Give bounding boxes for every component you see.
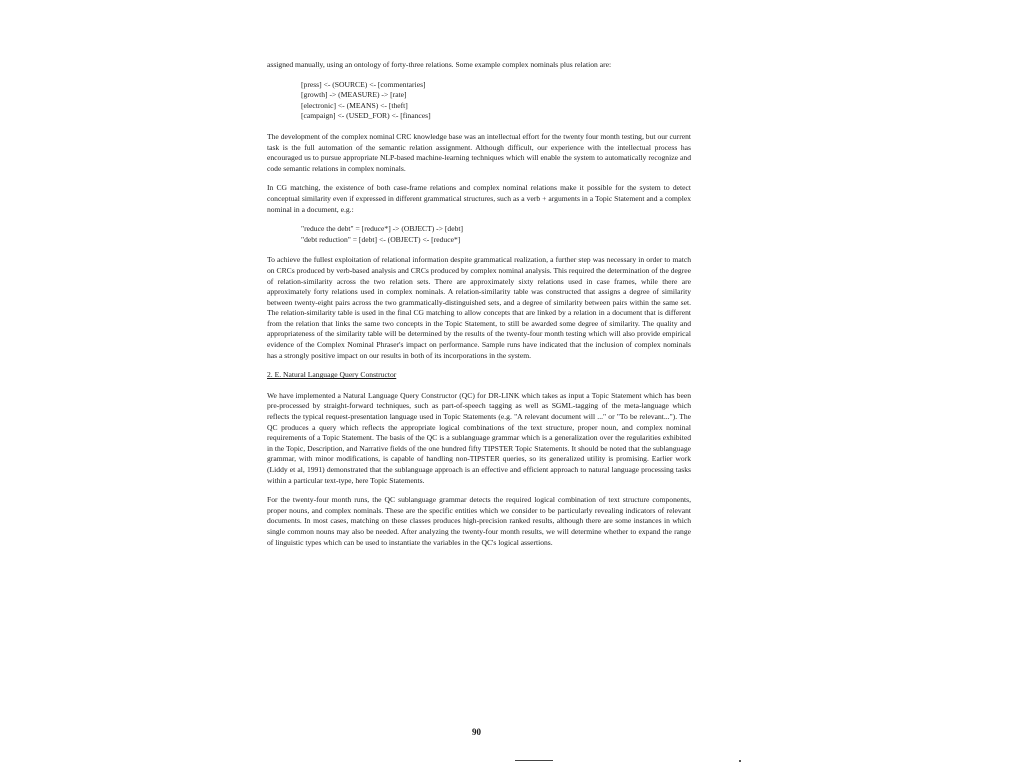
example-line: "reduce the debt" = [reduce*] -> (OBJECT) -> [debt] — [301, 224, 464, 234]
document-page — [267, 60, 691, 557]
intro-line: assigned manually, using an ontology of forty-three relations. Some example complex nominals plus relation are: — [267, 60, 612, 69]
paragraph-crc-development: The development of the complex nominal CRC knowledge base was an intellectual effort for the twenty four month testing, but our current task is the full automation of the semantic relation assignment. Although difficult, our experience with the intellectual process has encouraged us to pursue appropriate NLP-based machine-learning techniques which will enable the system to automatically recognize and code semantic relations in complex nominals. — [267, 131, 691, 173]
example-line: [electronic] <- (MEANS) <- [theft] — [301, 100, 408, 110]
page-number: 90 — [472, 727, 481, 737]
footer-rule — [515, 760, 553, 761]
paragraph-query-constructor: We have implemented a Natural Language Query Constructor (QC) for DR-LINK which takes as input a Topic Statement which has been pre-processed by straight-forward techniques, such as part-of-speech tagging as well as SGML-tagging of the meta-language which reflects the typical request-presentation language used in Topic Statements (e.g. "A relevant document will ..." or "To be relevant..."). The QC produces a query which reflects the appropriate logical combinations of the text structure, proper noun, and complex nominal requirements of a Topic Statement. The basis of the QC is a sublanguage grammar which is a generalization over the regularities exhibited in the Topic, Description, and Narrative fields of the one hundred fifty TIPSTER Topic Statements. It should be noted that the sublanguage grammar, with minor modifications, is capable of handling non-TIPSTER queries, so its generalized utility is promising. Earlier work (Liddy et al, 1991) demonstrated that the sublanguage approach is an effective and efficient approach to natural language processing tasks within a particular text-type, here Topic Statements. — [267, 390, 691, 485]
complex-nominal-examples — [267, 80, 691, 122]
example-line: "debt reduction" = [debt] <- (OBJECT) <- [reduce*] — [301, 234, 461, 244]
example-line: [growth] -> (MEASURE) -> [rate] — [301, 90, 407, 100]
paragraph-relation-similarity: To achieve the fullest exploitation of relational information despite grammatical realization, a further step was necessary in order to match on CRCs produced by verb-based analysis and CRCs produced by complex nominal analysis. This required the determination of the degree of relation-similarity across the two relation sets. There are approximately sixty relations used in case frames, while there are approximately forty relations used in complex nominals. A relation-similarity table was constructed that assigns a degree of similarity between twenty-eight pairs across the two grammatically-distinguished sets, and a degree of similarity between pairs within the same set. The relation-similarity table is used in the final CG matching to allow concepts that are linked by a relation in a document that is different from the relation that links the same two concepts in the Topic Statement, to still be awarded some degree of similarity. The quality and appropriateness of the similarity table will be determined by the results of the twenty-four month testing which will also provide empirical evidence of the Complex Nominal Phraser's impact on performance. Sample runs have indicated that the inclusion of complex nominals has a strongly positive impact on our results in both of its incorporations in the system. — [267, 255, 691, 360]
example-line: [press] <- (SOURCE) <- [commentaries] — [301, 79, 426, 89]
paragraph-cg-matching: In CG matching, the existence of both case-frame relations and complex nominal relations make it possible for the system to detect conceptual similarity even if expressed in different grammatical structures, such as a verb + arguments in a Topic Statement and a complex nominal in a document, e.g.: — [267, 183, 691, 214]
cg-matching-examples — [267, 224, 691, 245]
paragraph-twenty-four-month-runs: For the twenty-four month runs, the QC sublanguage grammar detects the required logical combination of text structure components, proper nouns, and complex nominals. These are the specific entities which we consider to be particularly revealing indicators of relevant documents. In most cases, matching on these classes produces high-precision ranked results, although there are some instances in which single common nouns may also be needed. After analyzing the twenty-four month results, we will determine whether to expand the range of linguistic types which can be used to instantiate the variables in the QC's logical assertions. — [267, 495, 691, 547]
section-heading: 2. E. Natural Language Query Constructor — [267, 370, 397, 380]
footer-mark — [739, 760, 741, 762]
example-line: [campaign] <- (USED_FOR) <- [finances] — [301, 111, 431, 121]
